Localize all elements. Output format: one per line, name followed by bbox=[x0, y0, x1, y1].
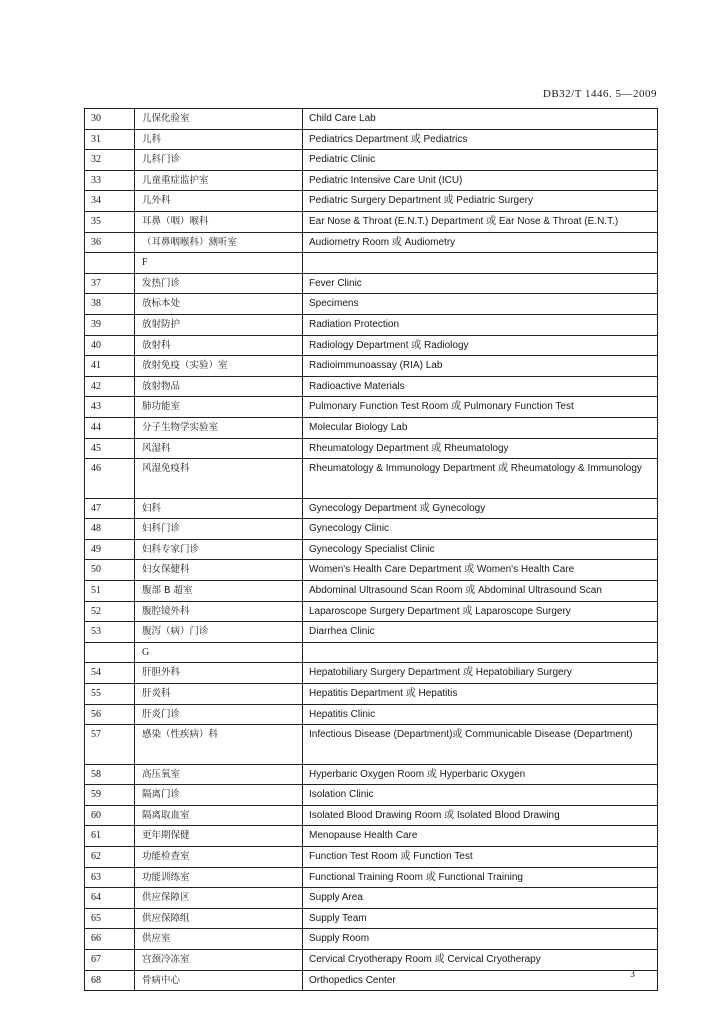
chinese-term: 分子生物学实验室 bbox=[135, 417, 303, 438]
english-term: Child Care Lab bbox=[303, 109, 658, 130]
english-term: Pediatrics Department 或 Pediatrics bbox=[303, 129, 658, 150]
english-term: Fever Clinic bbox=[303, 273, 658, 294]
table-row bbox=[85, 150, 658, 171]
chinese-term: （耳鼻咽喉科）测听室 bbox=[135, 232, 303, 253]
english-term: Pediatric Clinic bbox=[303, 150, 658, 171]
english-term: Gynecology Department 或 Gynecology bbox=[303, 498, 658, 519]
terms-table bbox=[84, 108, 658, 991]
term-number: 35 bbox=[85, 211, 135, 232]
chinese-term: F bbox=[135, 253, 303, 274]
english-term: Diarrhea Clinic bbox=[303, 622, 658, 643]
term-number: 66 bbox=[85, 929, 135, 950]
term-number: 46 bbox=[85, 459, 135, 499]
chinese-term: 肝胆外科 bbox=[135, 663, 303, 684]
table-row bbox=[85, 376, 658, 397]
english-term: Radioactive Materials bbox=[303, 376, 658, 397]
term-number bbox=[85, 253, 135, 274]
chinese-term: 妇科门诊 bbox=[135, 519, 303, 540]
table-row bbox=[85, 580, 658, 601]
chinese-term: 儿外科 bbox=[135, 191, 303, 212]
chinese-term: 风湿免疫科 bbox=[135, 459, 303, 499]
english-term: Hepatitis Department 或 Hepatitis bbox=[303, 683, 658, 704]
term-number: 36 bbox=[85, 232, 135, 253]
table-row bbox=[85, 949, 658, 970]
chinese-term: 功能训练室 bbox=[135, 867, 303, 888]
term-number: 63 bbox=[85, 867, 135, 888]
english-term: Rheumatology & Immunology Department 或 Rheumatology & Immunology bbox=[303, 459, 658, 499]
chinese-term: 耳鼻（咽）喉科 bbox=[135, 211, 303, 232]
english-term: Hepatitis Clinic bbox=[303, 704, 658, 725]
chinese-term: 感染（性疾病）科 bbox=[135, 725, 303, 765]
term-number: 40 bbox=[85, 335, 135, 356]
table-row bbox=[85, 438, 658, 459]
table-row bbox=[85, 294, 658, 315]
term-number: 48 bbox=[85, 519, 135, 540]
table-row bbox=[85, 970, 658, 991]
term-number: 37 bbox=[85, 273, 135, 294]
table-row bbox=[85, 847, 658, 868]
table-row bbox=[85, 560, 658, 581]
table-row bbox=[85, 826, 658, 847]
chinese-term: 供应室 bbox=[135, 929, 303, 950]
english-term: Hyperbaric Oxygen Room 或 Hyperbaric Oxygen bbox=[303, 764, 658, 785]
table-row bbox=[85, 539, 658, 560]
term-number: 61 bbox=[85, 826, 135, 847]
term-number: 42 bbox=[85, 376, 135, 397]
chinese-term: 儿保化验室 bbox=[135, 109, 303, 130]
term-number: 51 bbox=[85, 580, 135, 601]
term-number: 50 bbox=[85, 560, 135, 581]
terms-table-body bbox=[85, 109, 658, 991]
table-row bbox=[85, 417, 658, 438]
chinese-term: 肝炎科 bbox=[135, 683, 303, 704]
table-row bbox=[85, 191, 658, 212]
english-term: Cervical Cryotherapy Room 或 Cervical Cryotherapy bbox=[303, 949, 658, 970]
english-term: Rheumatology Department 或 Rheumatology bbox=[303, 438, 658, 459]
table-row bbox=[85, 663, 658, 684]
term-number: 41 bbox=[85, 356, 135, 377]
chinese-term: G bbox=[135, 642, 303, 663]
term-number: 62 bbox=[85, 847, 135, 868]
english-term: Pulmonary Function Test Room 或 Pulmonary Function Test bbox=[303, 397, 658, 418]
term-number: 30 bbox=[85, 109, 135, 130]
table-row bbox=[85, 601, 658, 622]
term-number: 60 bbox=[85, 805, 135, 826]
chinese-term: 肺功能室 bbox=[135, 397, 303, 418]
table-row bbox=[85, 785, 658, 806]
chinese-term: 功能检查室 bbox=[135, 847, 303, 868]
table-row bbox=[85, 704, 658, 725]
table-row bbox=[85, 929, 658, 950]
english-term: Hepatobiliary Surgery Department 或 Hepatobiliary Surgery bbox=[303, 663, 658, 684]
chinese-term: 儿科门诊 bbox=[135, 150, 303, 171]
term-number: 31 bbox=[85, 129, 135, 150]
english-term: Gynecology Clinic bbox=[303, 519, 658, 540]
section-letter-row bbox=[85, 253, 658, 274]
table-row bbox=[85, 908, 658, 929]
table-row bbox=[85, 498, 658, 519]
english-term: Audiometry Room 或 Audiometry bbox=[303, 232, 658, 253]
chinese-term: 宫颈冷冻室 bbox=[135, 949, 303, 970]
english-term: Ear Nose & Throat (E.N.T.) Department 或 Ear Nose & Throat (E.N.T.) bbox=[303, 211, 658, 232]
term-number: 67 bbox=[85, 949, 135, 970]
term-number: 64 bbox=[85, 888, 135, 909]
section-letter-row bbox=[85, 642, 658, 663]
table-row bbox=[85, 867, 658, 888]
table-row bbox=[85, 335, 658, 356]
chinese-term: 更年期保健 bbox=[135, 826, 303, 847]
term-number: 34 bbox=[85, 191, 135, 212]
chinese-term: 发热门诊 bbox=[135, 273, 303, 294]
term-number: 39 bbox=[85, 314, 135, 335]
english-term: Function Test Room 或 Function Test bbox=[303, 847, 658, 868]
english-term: Laparoscope Surgery Department 或 Laparoscope Surgery bbox=[303, 601, 658, 622]
chinese-term: 腹腔镜外科 bbox=[135, 601, 303, 622]
term-number: 56 bbox=[85, 704, 135, 725]
term-number: 58 bbox=[85, 764, 135, 785]
table-row bbox=[85, 273, 658, 294]
chinese-term: 高压氧室 bbox=[135, 764, 303, 785]
chinese-term: 放射物品 bbox=[135, 376, 303, 397]
term-number bbox=[85, 642, 135, 663]
term-number: 32 bbox=[85, 150, 135, 171]
english-term: Functional Training Room 或 Functional Training bbox=[303, 867, 658, 888]
chinese-term: 妇科专家门诊 bbox=[135, 539, 303, 560]
table-row bbox=[85, 314, 658, 335]
chinese-term: 放射科 bbox=[135, 335, 303, 356]
term-number: 44 bbox=[85, 417, 135, 438]
english-term: Pediatric Surgery Department 或 Pediatric Surgery bbox=[303, 191, 658, 212]
table-row bbox=[85, 170, 658, 191]
table-row bbox=[85, 232, 658, 253]
page-number: 3 bbox=[630, 969, 635, 980]
chinese-term: 放射免疫（实验）室 bbox=[135, 356, 303, 377]
chinese-term: 供应保障区 bbox=[135, 888, 303, 909]
term-number: 49 bbox=[85, 539, 135, 560]
english-term: Pediatric Intensive Care Unit (ICU) bbox=[303, 170, 658, 191]
english-term: Supply Area bbox=[303, 888, 658, 909]
english-term: Supply Room bbox=[303, 929, 658, 950]
english-term: Infectious Disease (Department)或 Communicable Disease (Department) bbox=[303, 725, 658, 765]
term-number: 59 bbox=[85, 785, 135, 806]
english-term: Radiation Protection bbox=[303, 314, 658, 335]
chinese-term: 妇女保健科 bbox=[135, 560, 303, 581]
table-row bbox=[85, 519, 658, 540]
term-number: 54 bbox=[85, 663, 135, 684]
english-term: Menopause Health Care bbox=[303, 826, 658, 847]
table-row bbox=[85, 397, 658, 418]
chinese-term: 隔离门诊 bbox=[135, 785, 303, 806]
english-term bbox=[303, 253, 658, 274]
chinese-term: 儿童重症监护室 bbox=[135, 170, 303, 191]
chinese-term: 风湿科 bbox=[135, 438, 303, 459]
table-row bbox=[85, 109, 658, 130]
table-row bbox=[85, 888, 658, 909]
english-term: Specimens bbox=[303, 294, 658, 315]
chinese-term: 妇科 bbox=[135, 498, 303, 519]
term-number: 53 bbox=[85, 622, 135, 643]
chinese-term: 肝炎门诊 bbox=[135, 704, 303, 725]
chinese-term: 腹泻（病）门诊 bbox=[135, 622, 303, 643]
table-row bbox=[85, 764, 658, 785]
term-number: 45 bbox=[85, 438, 135, 459]
english-term: Abdominal Ultrasound Scan Room 或 Abdominal Ultrasound Scan bbox=[303, 580, 658, 601]
term-number: 57 bbox=[85, 725, 135, 765]
term-number: 47 bbox=[85, 498, 135, 519]
standard-code: DB32/T 1446. 5—2009 bbox=[542, 88, 657, 100]
chinese-term: 腹部 B 超室 bbox=[135, 580, 303, 601]
english-term: Isolated Blood Drawing Room 或 Isolated Blood Drawing bbox=[303, 805, 658, 826]
english-term: Molecular Biology Lab bbox=[303, 417, 658, 438]
english-term: Orthopedics Center bbox=[303, 970, 658, 991]
term-number: 43 bbox=[85, 397, 135, 418]
chinese-term: 供应保障组 bbox=[135, 908, 303, 929]
chinese-term: 隔离取血室 bbox=[135, 805, 303, 826]
english-term: Isolation Clinic bbox=[303, 785, 658, 806]
term-number: 33 bbox=[85, 170, 135, 191]
table-row bbox=[85, 622, 658, 643]
table-row bbox=[85, 805, 658, 826]
english-term bbox=[303, 642, 658, 663]
term-number: 68 bbox=[85, 970, 135, 991]
english-term: Radiology Department 或 Radiology bbox=[303, 335, 658, 356]
table-row bbox=[85, 129, 658, 150]
english-term: Radioimmunoassay (RIA) Lab bbox=[303, 356, 658, 377]
term-number: 65 bbox=[85, 908, 135, 929]
table-row bbox=[85, 725, 658, 765]
chinese-term: 儿科 bbox=[135, 129, 303, 150]
chinese-term: 骨病中心 bbox=[135, 970, 303, 991]
table-row bbox=[85, 459, 658, 499]
table-row bbox=[85, 356, 658, 377]
term-number: 52 bbox=[85, 601, 135, 622]
chinese-term: 放射防护 bbox=[135, 314, 303, 335]
english-term: Gynecology Specialist Clinic bbox=[303, 539, 658, 560]
term-number: 55 bbox=[85, 683, 135, 704]
term-number: 38 bbox=[85, 294, 135, 315]
chinese-term: 放标本处 bbox=[135, 294, 303, 315]
english-term: Women's Health Care Department 或 Women's Health Care bbox=[303, 560, 658, 581]
table-row bbox=[85, 683, 658, 704]
table-row bbox=[85, 211, 658, 232]
english-term: Supply Team bbox=[303, 908, 658, 929]
